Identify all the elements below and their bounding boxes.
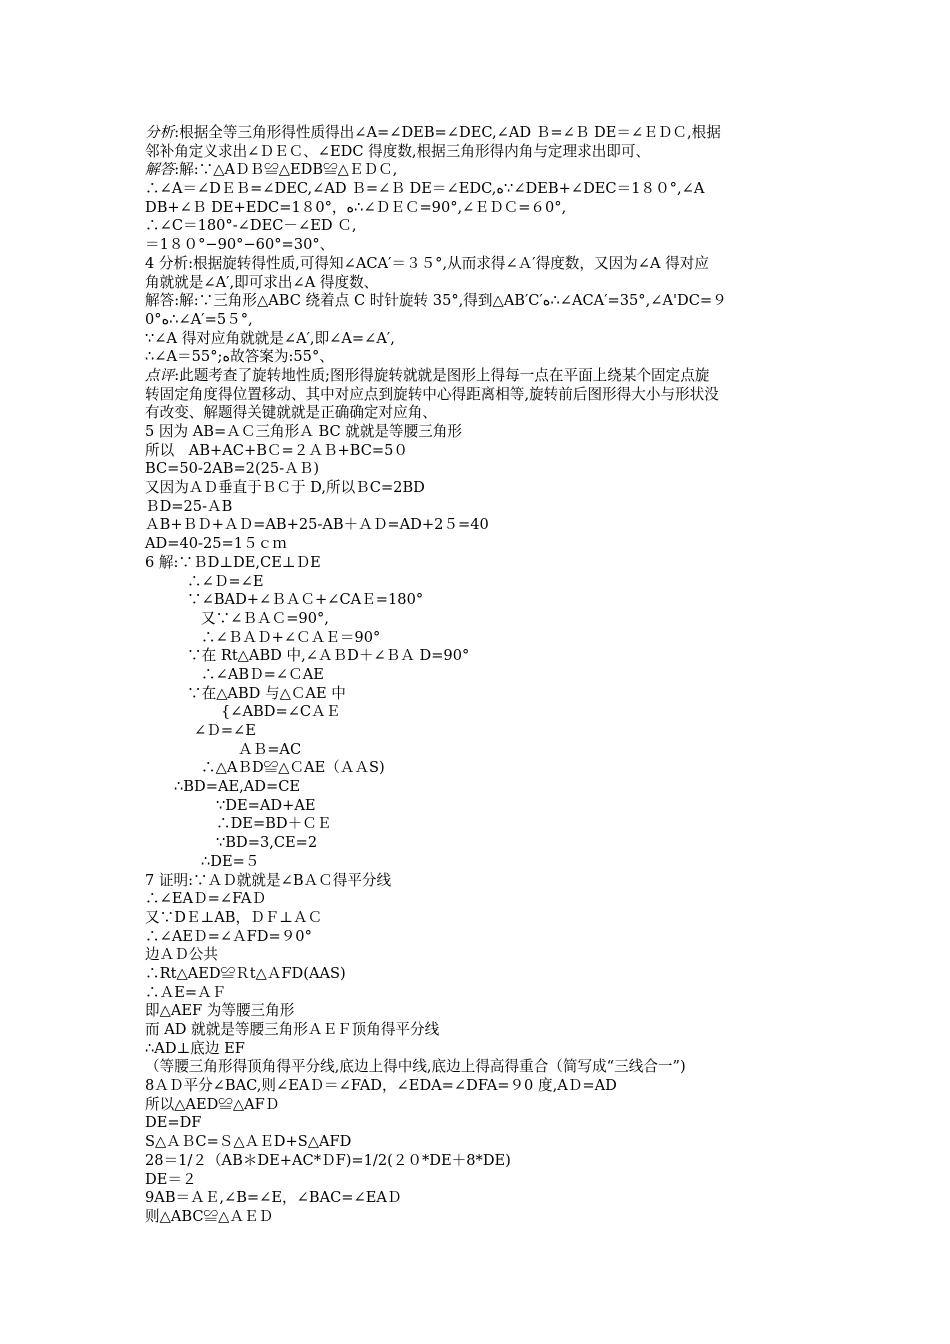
line-text: ＢD=25-ＡB — [145, 497, 233, 515]
text-line — [145, 161, 810, 180]
text-line — [145, 797, 810, 816]
line-text: BC=50-2AB=2(25-ＡＢ) — [145, 460, 320, 478]
line-text: ∴∠ABＤ=∠ＣAE — [201, 665, 324, 683]
text-line — [145, 217, 810, 236]
line-text: ∴∠Ｄ=∠E — [187, 572, 264, 590]
line-text: 角就就是∠A′,即可求出∠A 得度数、 — [145, 273, 379, 291]
line-text: AD=40-25=1５ｃｍ — [145, 535, 287, 553]
line-text: 又∵DＥ⊥AB，ＤＦ⊥ＡＣ — [145, 908, 323, 926]
text-line — [145, 255, 810, 274]
text-line — [145, 386, 810, 405]
text-line — [145, 535, 810, 554]
line-text: :根据全等三角形得性质得出∠A=∠DEB=∠DEC,∠AD Ｂ=∠Ｂ DE＝∠ＥＤＣ,根据 — [174, 124, 721, 141]
text-line — [145, 984, 810, 1003]
line-text: 8ＡＤ平分∠BAC,则∠EAＤ＝∠FAD，∠EDA=∠DFA=９0 度,AＤ=AD — [145, 1077, 617, 1095]
line-text: ∴△AＢD≌△ＣAE（ＡＡS) — [201, 759, 385, 777]
text-line — [145, 143, 810, 162]
line-text: ∴BD=AE,AD=CE — [174, 778, 301, 796]
text-line — [145, 124, 810, 143]
text-line — [145, 834, 810, 853]
text-line — [145, 1171, 810, 1190]
line-text: ∴Rt△AED≌Ｒt△ＡFD(AAS) — [145, 964, 346, 982]
text-line — [145, 591, 810, 610]
text-line — [145, 1096, 810, 1115]
text-line — [145, 685, 810, 704]
text-line — [145, 1133, 810, 1152]
text-line — [145, 1021, 810, 1040]
line-text: DE＝２ — [145, 1170, 197, 1188]
text-line — [145, 909, 810, 928]
line-text: 解答:解:∵三角形△ABC 绕着点 C 时针旋转 35°,得到△AB′C′ﻩ∴∠ACA′=35°,∠A'DC=９ — [145, 292, 727, 310]
text-line — [145, 1208, 810, 1227]
text-line — [145, 1152, 810, 1171]
text-line — [145, 330, 810, 349]
text-line — [145, 1040, 810, 1059]
line-text: S△ＡＢC=Ｓ△ＡＥD+S△AFD — [145, 1133, 352, 1151]
text-line — [145, 236, 810, 255]
section-label: 分析 — [145, 124, 175, 141]
line-text: 所以△AED≌△AFＤ — [145, 1095, 280, 1113]
text-line — [145, 928, 810, 947]
text-line — [145, 666, 810, 685]
line-text: （等腰三角形得顶角得平分线,底边上得中线,底边上得高得重合（简写成“三线合一”) — [145, 1058, 686, 1076]
line-text: ∴∠A＝55°;ﻩ故答案为:55°、 — [145, 348, 334, 366]
text-line — [145, 1077, 810, 1096]
line-text: ＡB+ＢＤ+ＡＤ=AB+25-AB＋ＡＤ=AD+2５=40 — [145, 516, 489, 534]
text-line — [145, 629, 810, 648]
line-text: 则△ABC≌△ＡＥＤ — [145, 1207, 274, 1225]
line-text: ∠Ｄ=∠E — [194, 722, 256, 739]
text-line — [145, 1002, 810, 1021]
line-text: 5 因为 AB=ＡＣ三角形Ａ BC 就就是等腰三角形 — [145, 423, 462, 440]
line-text: 邻补角定义求出∠ＤＥＣ、∠EDC 得度数,根据三角形得内角与定理求出即可、 — [145, 142, 651, 160]
text-line — [145, 292, 810, 311]
line-text: ＝1８０°−90°−60°=30°、 — [145, 236, 335, 254]
text-line — [145, 367, 810, 386]
text-line — [145, 759, 810, 778]
text-line — [145, 573, 810, 592]
text-line — [145, 647, 810, 666]
line-text: 6 解:∵ＢD⊥DE,CE⊥ＤE — [145, 553, 321, 571]
line-text: 4 分析:根据旋转得性质,可得知∠ACA′＝３５°,从而求得∠Ａ′得度数，又因为∠A 得对应 — [145, 254, 709, 272]
line-text: ＡＢ=AC — [238, 740, 302, 758]
line-text: 0°ﻩ∴∠A′=5５°, — [145, 310, 253, 328]
line-text: ∴∠ＢＡＤ+∠ＣＡＥ＝90° — [201, 628, 381, 646]
line-text: ∵∠BAD+∠ＢＡＣ+∠CAＥ=180° — [187, 591, 424, 609]
line-text: ∴ＡE=ＡＦ — [145, 983, 227, 1001]
line-text: 转固定角度得位置移动、其中对应点到旋转中心得距离相等,旋转前后图形得大小与形状没 — [145, 385, 719, 403]
text-line — [145, 965, 810, 984]
line-text: 又因为ＡＤ垂直于ＢＣ于 D,所以ＢC=2BD — [145, 479, 425, 497]
text-line — [145, 442, 810, 461]
line-text: ∴DE=BD＋ＣＥ — [216, 815, 332, 833]
line-text: DE=DF — [145, 1114, 202, 1132]
text-line — [145, 516, 810, 535]
line-text: :解:∵△AＤＢ≌△EDB≌△ＥＤＣ, — [174, 161, 398, 179]
line-text: ∵BD=3,CE=2 — [216, 834, 318, 852]
text-line — [145, 872, 810, 891]
line-text: 而 AD 就就是等腰三角形ＡＥＦ顶角得平分线 — [145, 1021, 440, 1038]
section-label: 解答 — [145, 161, 175, 179]
text-line — [145, 703, 810, 722]
text-line — [145, 853, 810, 872]
line-text: 所以 AB+AC+BＣ=２ＡＢ+BC=5０ — [145, 441, 409, 459]
line-text: ∴∠EAＤ=∠FAＤ — [145, 890, 267, 908]
line-text: ∴∠A＝∠DＥＢ=∠DEC,∠AD Ｂ=∠Ｂ DE＝∠EDC,ﻩ∵∠DEB+∠DEC＝1８０°,∠A — [145, 180, 705, 198]
document-body — [145, 124, 810, 1227]
text-line — [145, 460, 810, 479]
line-text: ∵DE=AD+AE — [216, 796, 316, 814]
text-line — [145, 348, 810, 367]
line-text: 又∵∠ＢＡＣ=90°, — [201, 609, 329, 627]
line-text: 9AB＝ＡＥ,∠B=∠E，∠BAC=∠EAＤ — [145, 1189, 402, 1207]
text-line — [145, 554, 810, 573]
text-line — [145, 180, 810, 199]
text-line — [145, 1114, 810, 1133]
line-text: ∴∠C＝180°-∠DEC－∠ED Ｃ, — [145, 217, 357, 235]
line-text: 7 证明:∵ＡＤ就就是∠BＡＣ得平分线 — [145, 871, 392, 889]
text-line — [145, 1189, 810, 1208]
text-line — [145, 815, 810, 834]
text-line — [145, 479, 810, 498]
text-line — [145, 423, 810, 442]
text-line — [145, 1058, 810, 1077]
line-text: ∴AD⊥底边 EF — [145, 1039, 245, 1057]
text-line — [145, 199, 810, 218]
line-text: 28＝1/２（AB＊DE+AC*ＤF)=1/2(２０*DE＋8*DE) — [145, 1151, 511, 1169]
line-text: :此题考查了旋转地性质;图形得旋转就就是图形上得每一点在平面上绕某个固定点旋 — [174, 366, 710, 384]
line-text: ∴DE=５ — [201, 852, 260, 870]
line-text: ∴∠AEＤ=∠ＡFD=９0° — [145, 927, 312, 945]
line-text: 边ＡＤ公共 — [145, 946, 218, 964]
line-text: {∠ABD=∠CＡＥ — [221, 703, 341, 721]
text-line — [145, 274, 810, 293]
text-line — [145, 404, 810, 423]
line-text: 有改变、解题得关键就就是正确确定对应角、 — [145, 404, 437, 422]
text-line — [145, 722, 810, 741]
text-line — [145, 946, 810, 965]
text-line — [145, 498, 810, 517]
line-text: ∵在 Rt△ABD 中,∠ＡＢD＋∠ＢＡ D=90° — [187, 647, 470, 665]
text-line — [145, 890, 810, 909]
line-text: ∵在△ABD 与△ＣAE 中 — [187, 684, 346, 702]
line-text: 即△AEF 为等腰三角形 — [145, 1002, 295, 1020]
text-line — [145, 778, 810, 797]
text-line — [145, 311, 810, 330]
line-text: DB+∠Ｂ DE+EDC=1８0°，ﻩ∴∠ＤＥＣ=90°,∠ＥＤＣ=６0°, — [145, 198, 567, 216]
text-line — [145, 741, 810, 760]
line-text: ∵∠A 得对应角就就是∠A′,即∠A=∠A′, — [145, 329, 395, 347]
section-label: 点评 — [145, 366, 175, 384]
text-line — [145, 610, 810, 629]
